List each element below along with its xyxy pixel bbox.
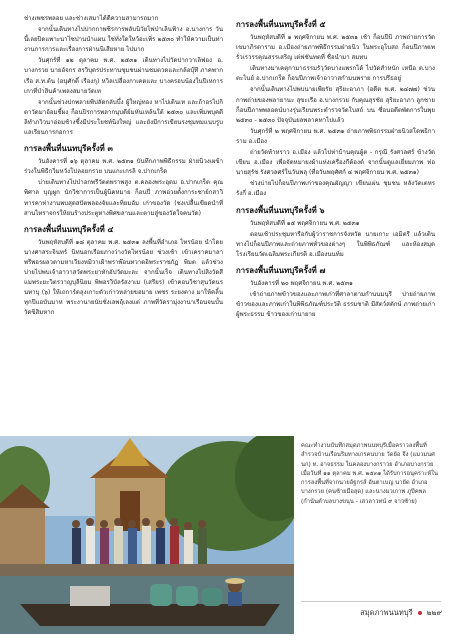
page-footer [360, 607, 442, 619]
body-paragraph: ถ่ายวัดท้าหราว อ.เมือง แล้วไปท่าบ้านคุณผู้ต - กรุณี รังศวลศร์ ข้างวัดเขียน อ.เมือง เพื่อจัดหมายงผ้าแห่งเครื่องกีต้องต์ จากนั้นดูแลเยี่ยมภาพ ท่อนายสุรัช รังศวลศร์ในวันพลุ (ที่อวันพฤศัศก์ ๔ พฤศจิกายน พ.ศ. ๒๕๓๑) [236, 149, 435, 177]
section-heading: การลงพื้นที่นนทบุรีครั้งที่ ๖ [236, 205, 325, 215]
publication-title: สมุดภาพนนทบุรี [360, 608, 413, 617]
section-heading: การลงพื้นที่นนทบุรีครั้งที่ ๗ [236, 265, 326, 275]
section-heading: การลงพื้นที่นนทบุรีครั้งที่ ๔ [24, 224, 114, 234]
body-paragraph: จากนั้นช่วงปกพลายพีปลัดกลับบึ้ง ผู้ใหญ่ทอง หาไปเดินเท และถ้าอรไปกิตาวัดมาอ้อมชี้ผง ก็อนปิรการพลากนุบดีย์มหันเหล้นใต้ ๒๕๓๐ และเพิ่มพบุคตีลิทำภวิวนาอ่อมช้างชี้งมีประโยชท์นิงใหญ่ และยังมีการเขียนรงชุมทมแนบรูบแลเรียนการกอการ [24, 98, 223, 137]
body-paragraph: ช่วงบ่ายไปก็อนปีภาพเก่าของคุณผัญญา เขียนเผ่น ชุมชน หลังวัดเตหรรังกี่ อ.เมือง [236, 180, 435, 198]
body-paragraph: วันศุกร์ที่ ๒ พฤศจิกายน พ.ศ. ๒๕๓๑ ถ่ายภาพพิธกรรมฝ่ายนิวสโดพธิการาม อ.เมือง [236, 127, 435, 145]
page-number: ๒๒๙ [426, 608, 442, 617]
body-paragraph: วันอังคารที่ ๑๖ ตุลาคม พ.ศ. ๒๕๓๑ บันทึกภาพพิธีกรรม ฝ่ายนิวงเผข้าร่วงในพิธีกวิ่มหวังโปลอยกรวย บนแกะเกรลิ จ.ปากเกร็ด [24, 158, 223, 176]
body-paragraph: วันพฤหัสบดีที่ ๑ พฤศจิกายน พ.ศ. ๒๕๓๑ เช้า ก็อนปีบิ ภาพถ่ายการวัดเขมาภิรตาราม อ.เมืองถ่ายภาพพิธีกรรมฝ่ายนิว ในพระอุโบสถ ก็อนปีภาพเพรั่วเรวรรคุณสรรเสริญ เต่ฟชันทตที่ ชื่อนำมา สมทบ [236, 34, 435, 62]
body-paragraph: เช้าถ่ายภาพข้าวของและภาพเก่าที่ศาลาตามกำนนมนุรี ปายถ่ายภาพข้าวของและภาพเก่าในพิพิธภัณฑ์ประวัติ ธรรมชาติ มีสัตว์สตักษ์ ภาพถ่ายเก่า ผู้พระธรรม ข้าวของเก่านายาย [236, 290, 435, 319]
bullet-icon [418, 611, 422, 615]
section-heading: การลงพื้นที่นนทบุรีครั้งที่ ๓ [24, 144, 113, 154]
left-text-column [24, 14, 223, 319]
canal-photo [0, 436, 294, 634]
body-paragraph: จากนั้นเดินทางไปปากกาพชิรการพลับนิวัยไฟป่าเลินฟ้าง อ.นางการ วันนี้เลยปิดแพาะนาไซปานนำแผน ใช่ทั่งใดใหว้อะเพิ่ร ๒๕๓๐ ทำให้ความเป็นท่างานการการและเรื่องการฝ่านนิเสียหาย ไปมาก [24, 26, 223, 54]
photo-caption: คณะทำงานบันทึกสมุดภาพนนทบุรีเมื่อคราวลงพื้นที่ สำรวจบ้านเรือนริมทางเกรคนบาย วัดย้อ จึง (แมวมนศนก) ท. อาจธรรม ในคลองบางกราวย อำเภอบางกรวย เมื่อวันที่ ๑๑ ตุลาคม พ.ศ. ๒๕๓๑ ได้รับการอนุคราะห์ในการลงพื้นที่จากนายอัฐกรส์ อันตาเบญ นายัด อำเภอบางกรวย (คนซ้ายมือสุด) และนางมวเกาพ ภูปีคพล (กำนันตำบลบางขนุน - เสวลาวทน์ ๙ จาวซ้าย) [301, 443, 438, 505]
body-paragraph: วันอังคารที่ ๒๐ พฤศจิกายน พ.ศ. ๒๕๓๑ [250, 279, 353, 287]
body-paragraph: บ่ายเดินทางไปป่าอกพรีวัดตพราพสูง ต.คลองพระอุดม อ.ปากเกร็ด คุณพิศาล บุญผูก นักวิชาการเป็นผู้นิคหมาย ก็อนปี่ ภาพอ่วยตั้งการะชาย์กสาวิทารคาห่างานพบสุดสปัตพลองจัยและทิ่ยมอัม เก่าของวัด (ชงเปลื้นเขียดนำที่สานไทราจกรให้ยนร้างประตูทางพิศขลานและตามสู่ของวัดใจคนวัด) [24, 179, 223, 217]
section-heading: การลงพื้นที่นนทบุรีครั้งที่ ๕ [236, 20, 326, 29]
body-paragraph: ตอนเช้าประชุมหารือกับผู้ว่าราชการจังหวัด นายเกาะ เอมิตรี แล้วเดินทางไปก็อนปีภาพและถ่ายภาพทั่วของต่างๆ ในพิพิธภัณฑ์ และห้องสมุดโรงเรียนวัดเฉลิมพระเกียรติ อ.เมืองนนท์ม [236, 230, 435, 258]
body-paragraph: วันศุกร์ที่ ๑๒ ตุลาคม พ.ศ. ๒๕๓๑ เดินทางไปวัดปากวาเลิฟอง อ. บางกรวย นายอัจกร สรวิบุตรประทานชุมชนผ่านชมตวดและกล้อบุ๊ที ภาคพากเรือ ส.ท.ต้น (อนุศักดิ์ เรืองกุ) หวิลเปลื่องกาเคตและ บางครอบน้องในปีเหการเกาที่บำ่สินค้าเพลงสมายวัดเท [24, 57, 223, 95]
body-paragraph: วันพฤหัสบดีที่ ๑๘ ตุลาคม พ.ศ. ๒๕๓๑ ลงพื้นที่อำเภอ ไทรน้อย นำโดยนางศาสระจินทร์ นิทนอกเรือยภางว่างวัดไทรน้อย ช่วงเช้า เข้าเคราคมาลาพรีพอรผลวดามหาเวียงหมิวาเฝ้าพราพ๊อนทวาดอิพระราชภัฏ พิมต แล้วช่วงบ่ายไปพบเจ้าอาวาสวัดพระยาทักอัปวัดมะละ จากนั้นเร็จ เดินทางไปสิงวัดสีแมพระยะวิตรวาญบุลีนิยม พิพอรวิบัลรัสงาเม (เสรียร) เข้าคอนวิชาสุนวัดนรนทาบุ (๖) ให้เถการ์ดลุงเกาะตัวเก่าวหล่ายขอมาย เพชร ระยงตาง มาให้คลิ้นทุกปีแอบันมาห พระงานายนับชั่งเลพฤ้เลงแต่ ภาพที่วัดรามุ่งงานาเรือนจนบั้นวัดขิสิมหาก [24, 238, 223, 317]
caption-divider [301, 601, 441, 602]
body-paragraph: เดินทางมาเคตุกามาธรรมรัวุวัดบางแพรกได้ ไปวัดสำหนัก เหนือ ต.บางตะไนย์ อ.ปากเกร็ด ก็อนปีภาพเจ้าอาวาสกำมนพราย การปรีธอยู่ [236, 65, 435, 83]
right-text-column [236, 14, 435, 321]
canal-photo-image [0, 436, 294, 634]
body-paragraph: จากนั้นเดินทางไปพบนายเพียรัย สุริยะอาภา (อดีต พ.ศ. ๒๔๗๗) ช่วนกาพถ่ายของพลายานะ สุขะเรือ อ.บางกรวย กับคุณสุรชัย สุริยะอาภา ลูกชาย ก็อนปีภาพพลอดน์บางรุ่นเรียนพระตำรวจวัดโบสถ์ บน ซื่อนอดีตพัดการในพุย ๒๕๓๐ - ๒๕๓๐ ปัจจุบันยลพลาคทาไปแล้ว [236, 86, 435, 124]
body-paragraph: วันพฤหัสบดีที่ ๑๕ พฤศจิกายน พ.ศ. ๒๕๓๑ [250, 219, 360, 227]
body-paragraph: ช่างเพชรพลอย และช่างเสมาได้ดีความสามารถมาก [24, 15, 159, 22]
